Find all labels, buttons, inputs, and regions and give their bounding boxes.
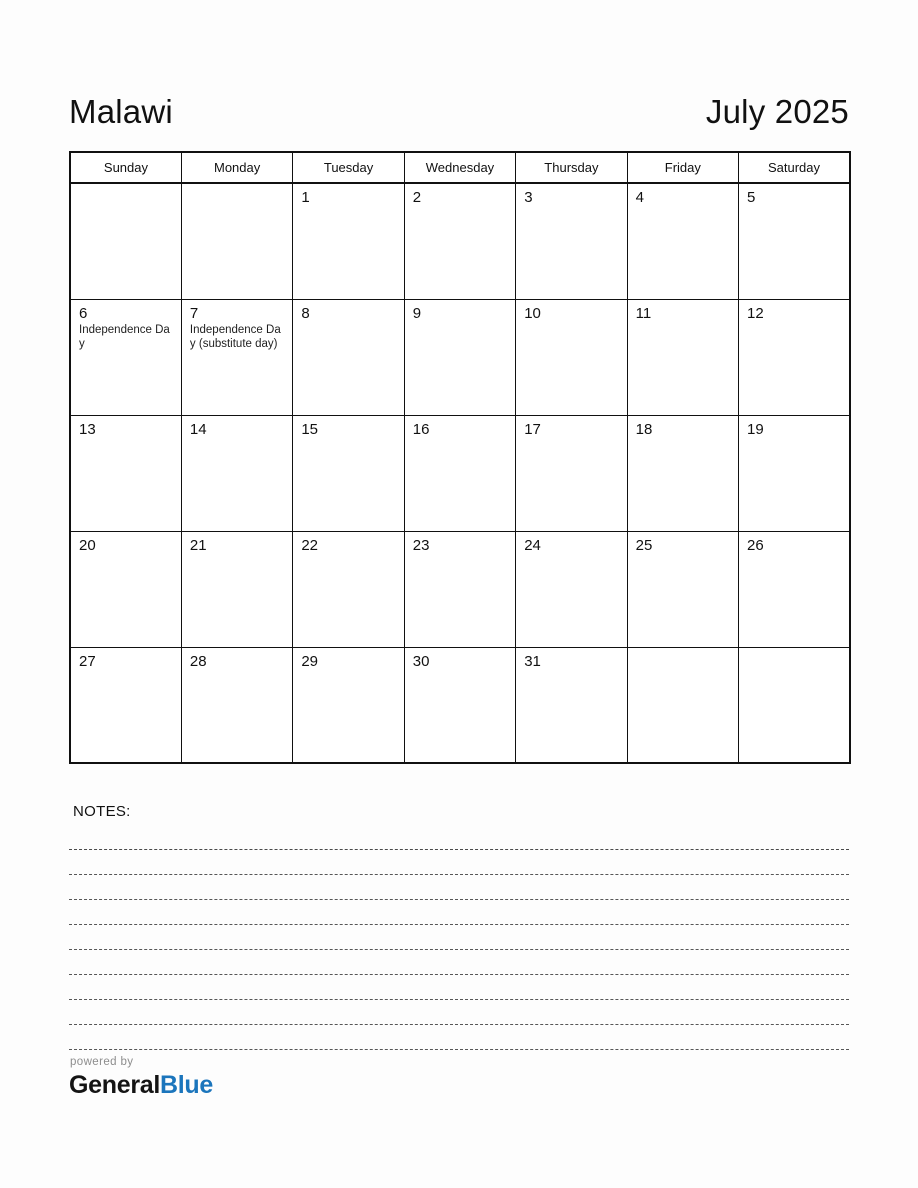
calendar-day-cell[interactable] <box>404 531 515 647</box>
day-number: 9 <box>412 304 422 322</box>
notes-line[interactable] <box>69 975 849 1000</box>
calendar-day-cell[interactable] <box>70 647 181 763</box>
day-number: 28 <box>189 652 207 670</box>
calendar-day-cell[interactable] <box>739 531 850 647</box>
day-number: 7 <box>189 304 199 322</box>
weekday-header-wednesday: Wednesday <box>404 152 515 183</box>
day-number: 30 <box>412 652 430 670</box>
notes-line[interactable] <box>69 925 849 950</box>
notes-line[interactable] <box>69 900 849 925</box>
calendar-day-cell[interactable] <box>739 183 850 299</box>
day-number: 5 <box>747 189 756 206</box>
day-number: 22 <box>301 536 319 554</box>
calendar-day-cell-empty <box>70 183 181 299</box>
logo-text-general: General <box>69 1071 161 1099</box>
calendar-day-cell[interactable] <box>739 415 850 531</box>
footer-branding <box>69 1056 369 1100</box>
notes-section <box>69 802 849 1050</box>
notes-label: NOTES: <box>73 803 131 820</box>
month-year-label: July 2025 <box>705 93 849 130</box>
day-event-label: Independence Day (substitute day) <box>189 323 281 350</box>
calendar-day-cell-empty <box>181 183 292 299</box>
calendar-week-row <box>70 183 850 299</box>
calendar-day-cell[interactable] <box>70 415 181 531</box>
day-number: 24 <box>524 536 541 554</box>
calendar-day-cell[interactable] <box>181 299 292 415</box>
calendar-day-cell[interactable] <box>293 415 404 531</box>
weekday-header-tuesday: Tuesday <box>293 152 404 183</box>
calendar-day-cell[interactable] <box>70 299 181 415</box>
day-number: 13 <box>79 420 96 438</box>
calendar-day-cell[interactable] <box>627 183 738 299</box>
calendar-week-row <box>70 531 850 647</box>
calendar-day-cell[interactable] <box>627 531 738 647</box>
day-number: 26 <box>747 536 764 554</box>
calendar-day-cell[interactable] <box>627 415 738 531</box>
day-number: 11 <box>635 304 652 322</box>
calendar-grid <box>69 151 851 764</box>
day-number: 6 <box>79 304 88 322</box>
day-number: 20 <box>79 536 96 554</box>
calendar-day-cell[interactable] <box>293 183 404 299</box>
calendar-day-cell[interactable] <box>181 531 292 647</box>
logo-text-blue: Blue <box>160 1071 213 1099</box>
day-number: 29 <box>301 652 319 670</box>
calendar-day-cell[interactable] <box>516 531 627 647</box>
notes-lines[interactable] <box>69 825 849 1050</box>
weekday-header-friday: Friday <box>627 152 738 183</box>
day-number: 23 <box>412 536 430 554</box>
generalblue-logo[interactable] <box>69 1070 369 1100</box>
calendar-day-cell[interactable] <box>739 299 850 415</box>
calendar-day-cell[interactable] <box>627 299 738 415</box>
calendar-day-cell[interactable] <box>181 415 292 531</box>
day-number: 3 <box>524 189 533 206</box>
day-number: 1 <box>301 189 310 206</box>
day-number: 25 <box>635 536 653 554</box>
day-number: 14 <box>189 420 207 438</box>
notes-line[interactable] <box>69 850 849 875</box>
calendar-day-cell[interactable] <box>516 299 627 415</box>
day-number: 2 <box>412 189 422 206</box>
day-number: 12 <box>747 304 764 322</box>
day-event-label: Independence Day <box>79 323 170 350</box>
day-number: 15 <box>301 420 319 438</box>
calendar-week-row <box>70 415 850 531</box>
weekday-header-thursday: Thursday <box>516 152 627 183</box>
day-number: 10 <box>524 304 541 322</box>
weekday-header-sunday: Sunday <box>70 152 181 183</box>
page-header <box>69 72 849 128</box>
notes-line[interactable] <box>69 950 849 975</box>
notes-line[interactable] <box>69 875 849 900</box>
page-title: Malawi <box>69 93 173 130</box>
day-number: 27 <box>79 652 96 670</box>
day-number: 21 <box>189 536 207 554</box>
calendar-day-cell[interactable] <box>516 183 627 299</box>
calendar-day-cell[interactable] <box>293 531 404 647</box>
calendar-day-cell[interactable] <box>70 531 181 647</box>
calendar-day-cell[interactable] <box>516 415 627 531</box>
weekday-header-monday: Monday <box>181 152 292 183</box>
calendar-day-cell[interactable] <box>404 183 515 299</box>
calendar-day-cell[interactable] <box>293 299 404 415</box>
calendar-week-row <box>70 647 850 763</box>
calendar-day-cell[interactable] <box>181 647 292 763</box>
calendar-day-cell[interactable] <box>293 647 404 763</box>
weekday-header-saturday: Saturday <box>739 152 850 183</box>
day-number: 19 <box>747 420 764 438</box>
calendar-body <box>70 183 850 763</box>
calendar-day-cell[interactable] <box>516 647 627 763</box>
calendar-day-cell-empty <box>739 647 850 763</box>
notes-line[interactable] <box>69 1000 849 1025</box>
calendar-day-cell[interactable] <box>404 647 515 763</box>
day-number: 4 <box>635 189 644 206</box>
weekday-header-row <box>70 152 850 183</box>
day-number: 8 <box>301 304 310 322</box>
day-number: 31 <box>524 652 541 670</box>
day-number: 16 <box>412 420 430 438</box>
notes-line[interactable] <box>69 1025 849 1050</box>
notes-line[interactable] <box>69 825 849 850</box>
day-number: 18 <box>635 420 653 438</box>
day-number: 17 <box>524 420 541 438</box>
calendar-day-cell[interactable] <box>404 299 515 415</box>
calendar-day-cell-empty <box>627 647 738 763</box>
powered-by-label: powered by <box>70 1056 134 1068</box>
calendar-day-cell[interactable] <box>404 415 515 531</box>
calendar-week-row <box>70 299 850 415</box>
